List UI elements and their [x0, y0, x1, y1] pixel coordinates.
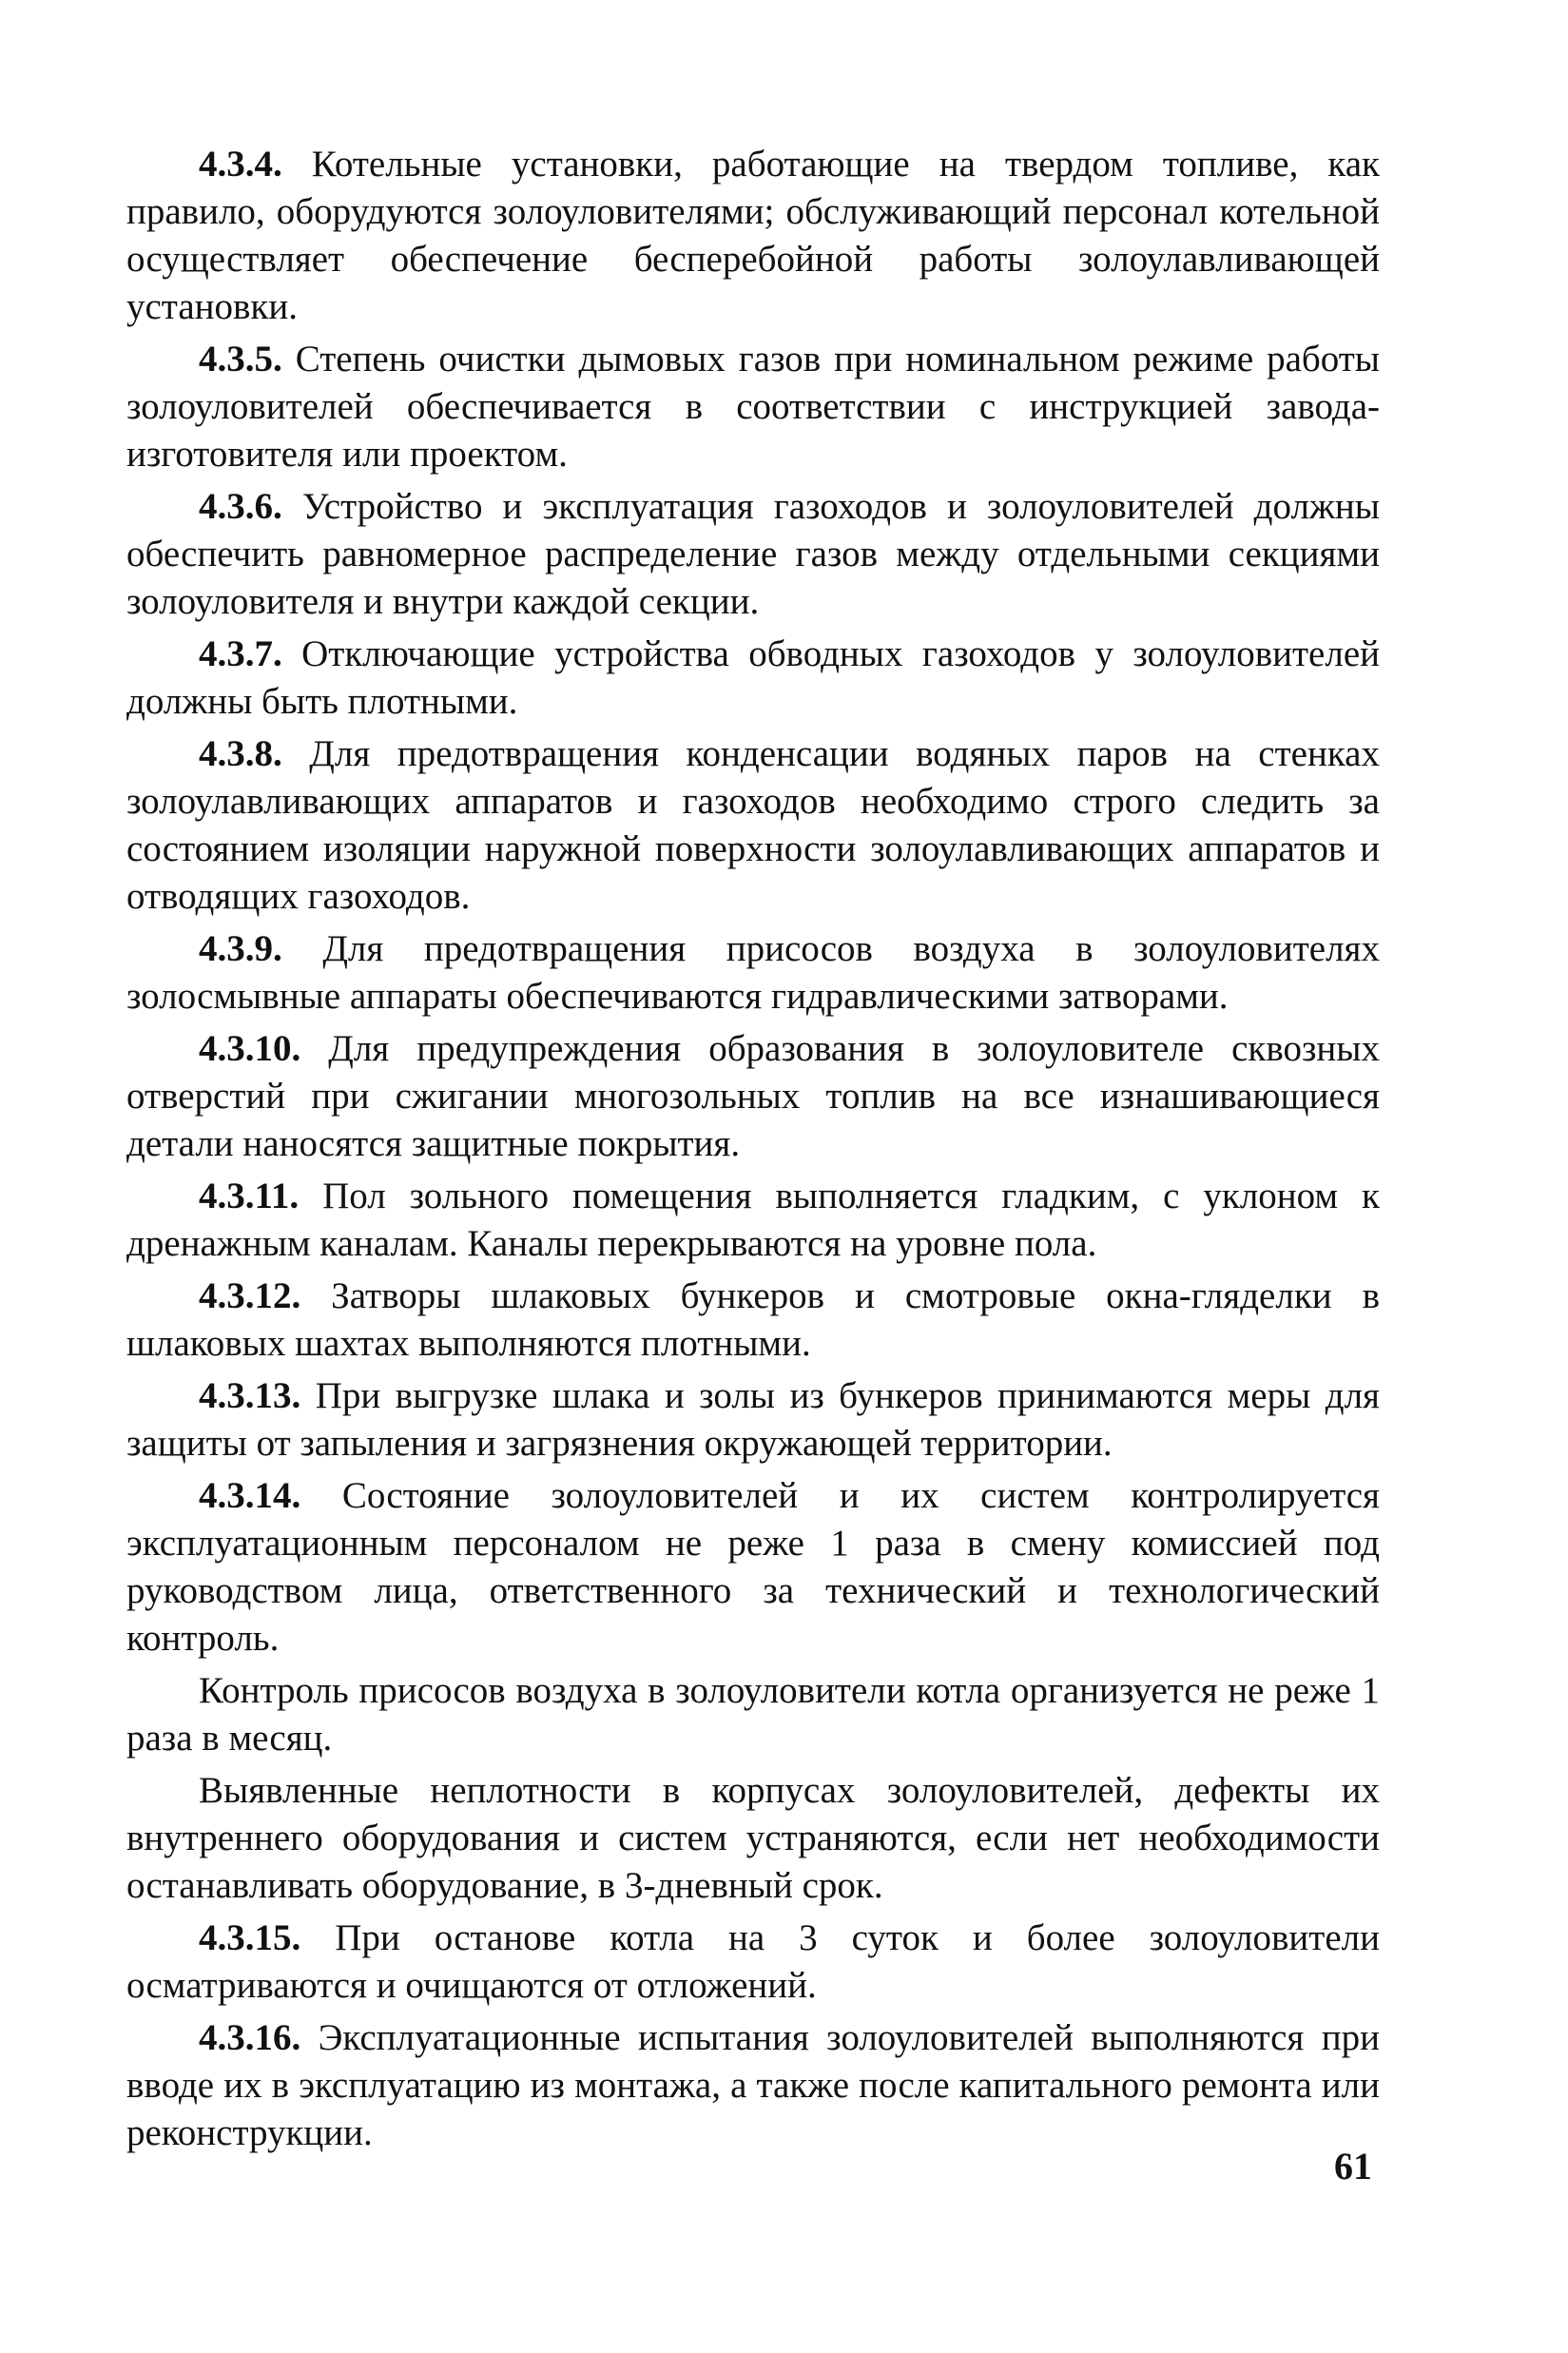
page-number: 61 — [1334, 2145, 1372, 2188]
paragraph-text: Контроль присосов воздуха в золоуловители котла организуется не реже 1 раза в месяц. — [126, 1670, 1380, 1759]
paragraph-text: Состояние золоуловителей и их систем контролируется эксплуатационным персоналом не реже 1 раза в смену комиссией под руководством лица, ответственного за технический и технологический контроль. — [126, 1475, 1380, 1659]
paragraph-4-3-6 — [126, 483, 1380, 626]
paragraph-4-3-11 — [126, 1173, 1380, 1268]
paragraph-number: 4.3.10. — [199, 1028, 301, 1069]
paragraph-number: 4.3.11. — [199, 1176, 300, 1216]
paragraph-number: 4.3.14. — [199, 1475, 301, 1516]
paragraph-number: 4.3.6. — [199, 486, 282, 527]
paragraph-4-3-4 — [126, 141, 1380, 331]
paragraph-text: Устройство и эксплуатация газоходов и золоуловителей должны обеспечить равномерное распределение газов между отдельными секциями золоуловителя и внутри каждой секции. — [126, 486, 1380, 622]
paragraph-4-3-9 — [126, 925, 1380, 1021]
paragraph-4-3-15 — [126, 1915, 1380, 2010]
paragraph-text: Для предупреждения образования в золоуловителе сквозных отверстий при сжигании многозольных топлив на все изнашивающиеся детали наносятся защитные покрытия. — [126, 1028, 1380, 1164]
paragraph-text: Эксплуатационные испытания золоуловителей выполняются при вводе их в эксплуатацию из монтажа, а также после капитального ремонта или реконструкции. — [126, 2017, 1380, 2153]
paragraph-text: Затворы шлаковых бункеров и смотровые окна-гляделки в шлаковых шахтах выполняются плотными. — [126, 1275, 1380, 1364]
paragraph-number: 4.3.12. — [199, 1275, 301, 1316]
paragraph-4-3-7 — [126, 631, 1380, 726]
paragraph-4-3-12 — [126, 1273, 1380, 1368]
paragraph-defects — [126, 1767, 1380, 1910]
paragraph-4-3-16 — [126, 2014, 1380, 2157]
paragraph-air-leak-control — [126, 1667, 1380, 1762]
paragraph-4-3-13 — [126, 1372, 1380, 1468]
paragraph-text: Отключающие устройства обводных газоходов у золоуловителей должны быть плотными. — [126, 633, 1380, 722]
paragraph-text: Выявленные неплотности в корпусах золоуловителей, дефекты их внутреннего оборудования и систем устраняются, если нет необходимости останавливать оборудование, в 3-дневный срок. — [126, 1770, 1380, 1906]
paragraph-text: При выгрузке шлака и золы из бункеров принимаются меры для защиты от запыления и загрязнения окружающей территории. — [126, 1375, 1380, 1464]
paragraph-4-3-10 — [126, 1025, 1380, 1168]
paragraph-number: 4.3.15. — [199, 1917, 301, 1958]
paragraph-text: Котельные установки, работающие на твердом топливе, как правило, оборудуются золоуловителями; обслуживающий персонал котельной осуществляет обеспечение бесперебойной работы золоулавливающей установки. — [126, 144, 1380, 327]
paragraph-number: 4.3.9. — [199, 928, 282, 969]
paragraph-4-3-5 — [126, 336, 1380, 478]
paragraph-text: Для предотвращения присосов воздуха в золоуловителях золосмывные аппараты обеспечиваются гидравлическими затворами. — [126, 928, 1380, 1017]
paragraph-number: 4.3.16. — [199, 2017, 301, 2058]
paragraph-text: Пол зольного помещения выполняется гладким, с уклоном к дренажным каналам. Каналы перекрываются на уровне пола. — [126, 1176, 1380, 1264]
paragraph-number: 4.3.8. — [199, 733, 282, 774]
paragraph-4-3-14 — [126, 1472, 1380, 1663]
paragraph-4-3-8 — [126, 730, 1380, 921]
paragraph-text: Степень очистки дымовых газов при номинальном режиме работы золоуловителей обеспечивается в соответствии с инструкцией завода-изготовителя или проектом. — [126, 339, 1380, 475]
paragraph-number: 4.3.5. — [199, 339, 282, 379]
paragraph-number: 4.3.7. — [199, 633, 282, 674]
paragraph-number: 4.3.4. — [199, 144, 282, 185]
paragraph-text: Для предотвращения конденсации водяных паров на стенках золоулавливающих аппаратов и газоходов необходимо строго следить за состоянием изоляции наружной поверхности золоулавливающих аппаратов и отводящих газоходов. — [126, 733, 1380, 917]
body-text — [126, 141, 1380, 2162]
paragraph-number: 4.3.13. — [199, 1375, 301, 1416]
paragraph-text: При останове котла на 3 суток и более золоуловители осматриваются и очищаются от отложений. — [126, 1917, 1380, 2006]
